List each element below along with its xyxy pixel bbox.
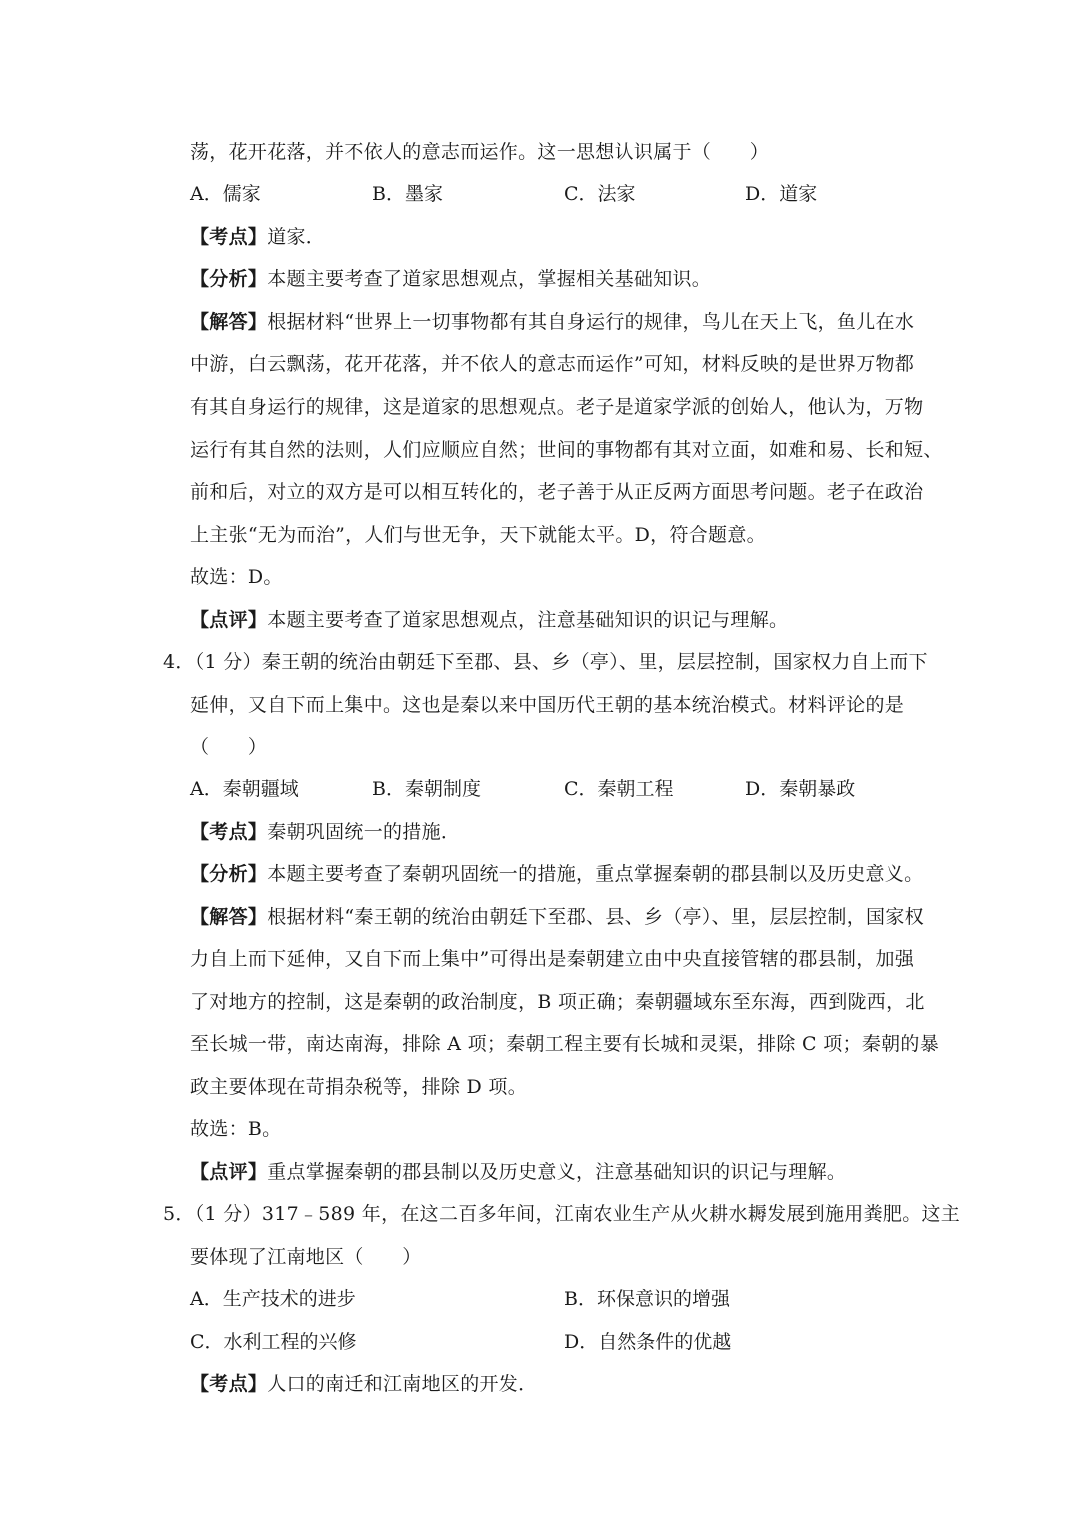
q5-kaodian: [190, 1372, 537, 1396]
q3-jieda-line-2: 中游，白云飘荡，花开花落，并不依人的意志而运作”可知，材料反映的是世界万物都: [190, 353, 915, 375]
q5-option-b: B．环保意识的增强: [564, 1288, 730, 1310]
q4-jieda-line-3: 了对地方的控制，这是秦朝的政治制度，B 项正确；秦朝疆域东至东海，西到陇西，北: [190, 991, 925, 1013]
q3-fenxi-text: 本题主要考查了道家思想观点，掌握相关基础知识。: [267, 268, 712, 290]
q4-option-c: C．秦朝工程: [564, 778, 674, 800]
q4-jieda-text: 根据材料“秦王朝的统治由朝廷下至郡、县、乡（亭）、里，层层控制，国家权: [267, 906, 924, 928]
q5-kaodian-text: 人口的南迁和江南地区的开发．: [267, 1373, 538, 1395]
q4-dianping-text: 重点掌握秦朝的郡县制以及历史意义，注意基础知识的识记与理解。: [267, 1161, 847, 1183]
q3-dianping-text: 本题主要考查了道家思想观点，注意基础知识的识记与理解。: [267, 609, 789, 631]
q3-jieda-line-3: 有其自身运行的规律，这是道家的思想观点。老子是道家学派的创始人，他认为，万物: [190, 396, 924, 418]
q5-option-c: C．水利工程的兴修: [190, 1331, 357, 1353]
q4-kaodian: [190, 820, 460, 844]
q5-option-d: D．自然条件的优越: [564, 1331, 732, 1353]
q3-kaodian-text: 道家．: [267, 226, 326, 248]
fenxi-tag: 【分析】: [190, 863, 268, 885]
q3-dianping: [190, 608, 788, 632]
q4-fenxi-text: 本题主要考查了秦朝巩固统一的措施，重点掌握秦朝的郡县制以及历史意义。: [267, 863, 924, 885]
q3-answer: 故选：D。: [190, 566, 283, 588]
q4-stem-line-1: 4．（1 分）秦王朝的统治由朝廷下至郡、县、乡（亭）、里，层层控制，国家权力自上而下: [163, 651, 928, 673]
kaodian-tag: 【考点】: [190, 821, 268, 843]
jieda-tag: 【解答】: [190, 906, 268, 928]
kaodian-tag: 【考点】: [190, 1373, 268, 1395]
q3-option-d: D．道家: [745, 183, 818, 205]
q4-jieda-line-5: 政主要体现在苛捐杂税等，排除 D 项。: [190, 1076, 528, 1098]
q4-answer: 故选：B。: [190, 1118, 282, 1140]
q3-jieda-line-1: [190, 310, 914, 334]
q4-jieda-line-1: [190, 905, 924, 929]
q5-stem-line-2: 要体现了江南地区（ ）: [190, 1246, 422, 1268]
q3-option-a: A．儒家: [190, 183, 261, 205]
q4-stem-line-3: （ ）: [190, 736, 268, 758]
q3-kaodian: [190, 225, 325, 249]
q4-jieda-line-4: 至长城一带，南达南海，排除 A 项；秦朝工程主要有长城和灵渠，排除 C 项；秦朝的暴: [190, 1033, 940, 1055]
kaodian-tag: 【考点】: [190, 226, 268, 248]
q3-jieda-line-5: 前和后，对立的双方是可以相互转化的，老子善于从正反两方面思考问题。老子在政治: [190, 481, 924, 503]
q4-option-a: A．秦朝疆域: [190, 778, 299, 800]
q3-jieda-text: 根据材料“世界上一切事物都有其自身运行的规律，鸟儿在天上飞，鱼儿在水: [267, 311, 915, 333]
q4-stem-line-2: 延伸，又自下而上集中。这也是秦以来中国历代王朝的基本统治模式。材料评论的是: [190, 694, 905, 716]
q3-option-c: C．法家: [564, 183, 636, 205]
q3-option-b: B．墨家: [372, 183, 443, 205]
q4-option-b: B．秦朝制度: [372, 778, 481, 800]
q4-option-d: D．秦朝暴政: [745, 778, 856, 800]
dianping-tag: 【点评】: [190, 1161, 268, 1183]
jieda-tag: 【解答】: [190, 311, 268, 333]
dianping-tag: 【点评】: [190, 609, 268, 631]
q3-stem-tail: 荡，花开花落，并不依人的意志而运作。这一思想认识属于（ ）: [190, 141, 770, 163]
fenxi-tag: 【分析】: [190, 268, 268, 290]
q5-stem-line-1: 5．（1 分）317﹣589 年，在这二百多年间，江南农业生产从火耕水耨发展到施用粪肥。这主: [163, 1203, 961, 1225]
q5-option-a: A．生产技术的进步: [190, 1288, 356, 1310]
q3-jieda-line-6: 上主张“无为而治”，人们与世无争，天下就能太平。D，符合题意。: [190, 524, 766, 546]
q4-fenxi: [190, 862, 923, 886]
q4-dianping: [190, 1160, 846, 1184]
q3-fenxi: [190, 267, 711, 291]
q4-jieda-line-2: 力自上而下延伸，又自下而上集中”可得出是秦朝建立由中央直接管辖的郡县制，加强: [190, 948, 915, 970]
q4-kaodian-text: 秦朝巩固统一的措施．: [267, 821, 461, 843]
q3-jieda-line-4: 运行有其自然的法则，人们应顺应自然；世间的事物都有其对立面，如难和易、长和短、: [190, 439, 943, 461]
